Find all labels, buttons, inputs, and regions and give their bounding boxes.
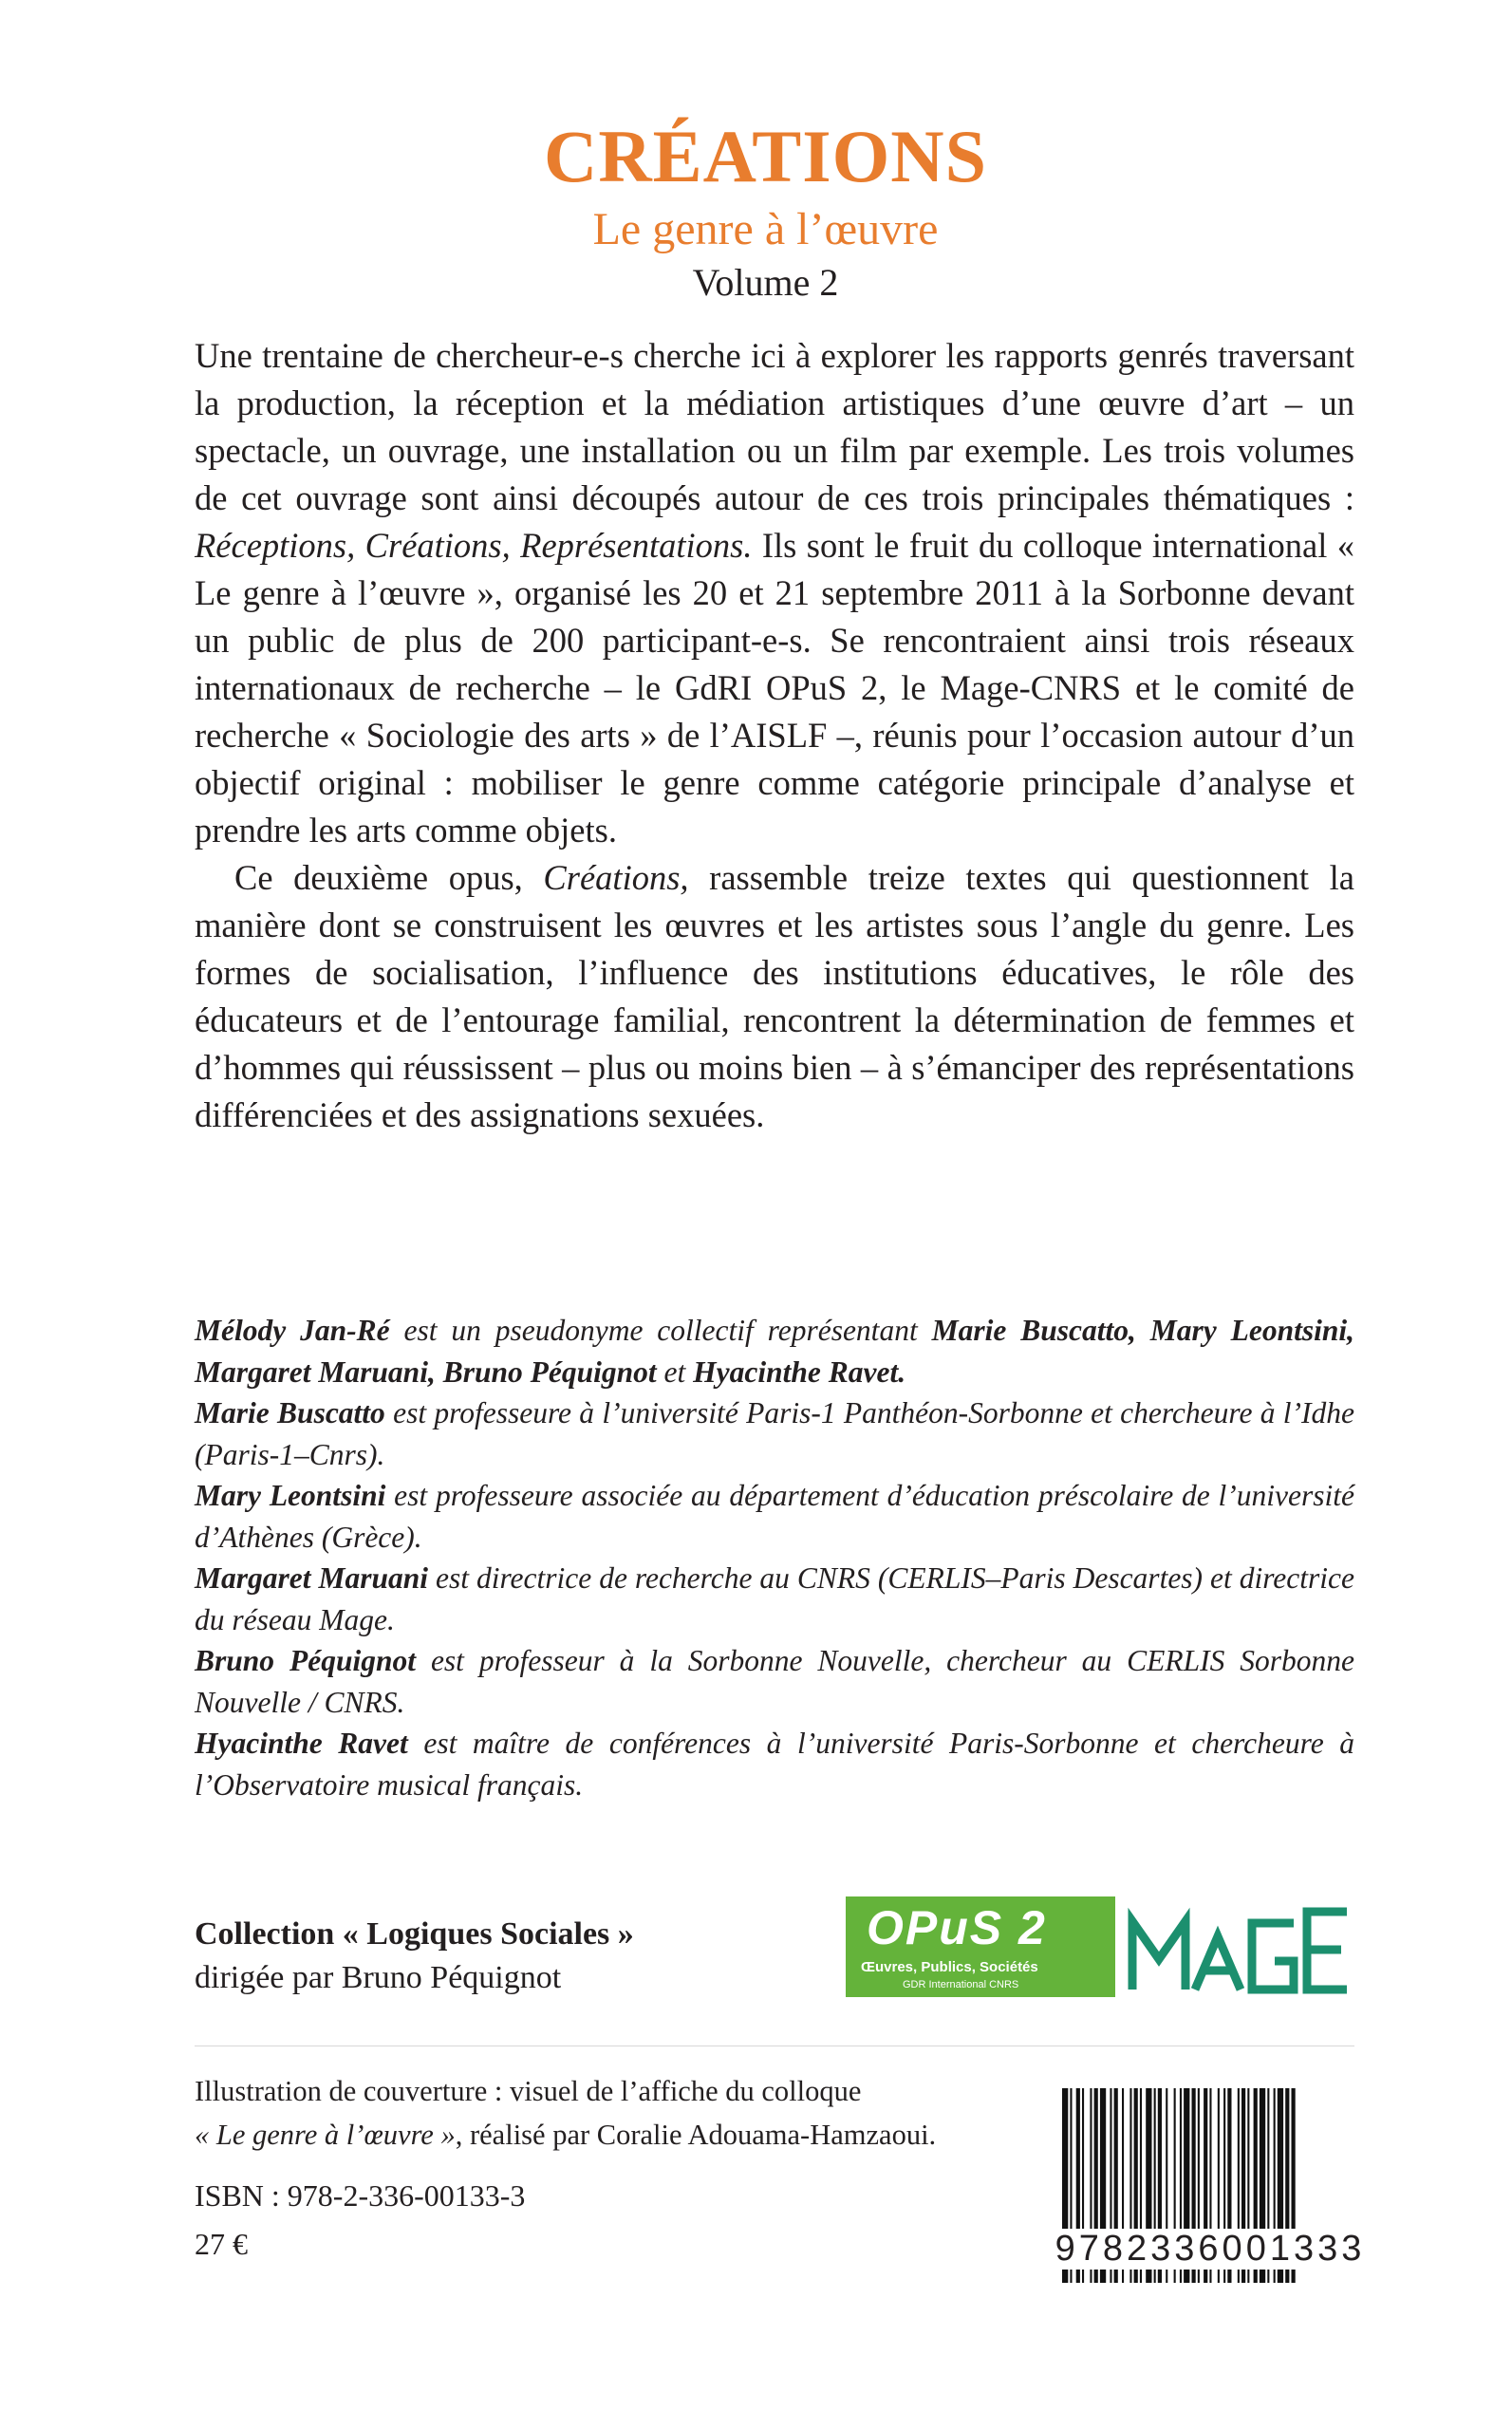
cover-credits bbox=[195, 2069, 1049, 2157]
header bbox=[0, 112, 1512, 308]
volume-label: Volume 2 bbox=[692, 260, 839, 304]
blurb-paragraph-2: Ce deuxième opus, Créations, rassemble treize textes qui questionnent la manière dont se construisent les œuvres et les artistes sous l’angle du genre. Les formes de socialisation, l’influence des institutions éducatives, le rôle des éducateurs et de l’entourage familial, rencontrent la détermination de femmes et d’hommes qui réussissent – plus ou moins bien – à s’émanciper des représentations différenciées et des assignations sexuées. bbox=[195, 858, 1354, 1134]
mage-logo bbox=[1127, 1902, 1354, 1997]
opus-logo-caption: GDR International CNRS bbox=[903, 1979, 1019, 1990]
credit-line-1: Illustration de couverture : visuel de l’affiche du colloque bbox=[195, 2075, 862, 2107]
bio-item: Mary Leontsini est professeure associée au département d’éducation préscolaire de l’université d’Athènes (Grèce). bbox=[195, 1479, 1355, 1554]
blurb bbox=[195, 332, 1354, 1139]
credit-line-2: « Le genre à l’œuvre », réalisé par Coralie Adouama-Hamzaoui. bbox=[195, 2119, 937, 2151]
isbn: ISBN : 978-2-336-00133-3 bbox=[195, 2178, 526, 2213]
author-bios bbox=[195, 1310, 1354, 1805]
bio-item: Marie Buscatto est professeure à l’université Paris-1 Panthéon-Sorbonne et chercheure à l’Idhe (Paris-1–Cnrs). bbox=[195, 1396, 1354, 1471]
bio-item: Bruno Péquignot est professeur à la Sorbonne Nouvelle, chercheur au CERLIS Sorbonne Nouvelle / CNRS. bbox=[195, 1644, 1354, 1719]
book-subtitle: Le genre à l’œuvre bbox=[592, 203, 939, 254]
collection-info bbox=[195, 1913, 634, 2000]
collection-name: Collection « Logiques Sociales » bbox=[195, 1916, 634, 1952]
opus-logo-title: OPuS 2 bbox=[867, 1901, 1047, 1954]
opus-logo-subtitle: Œuvres, Publics, Sociétés bbox=[861, 1959, 1038, 1975]
barcode-number: 9782336001333 bbox=[1055, 2229, 1366, 2269]
opus-logo bbox=[846, 1896, 1115, 1997]
book-title: CRÉATIONS bbox=[544, 115, 987, 197]
blurb-paragraph-1: Une trentaine de chercheur-e-s cherche ici à explorer les rapports genrés traversant la production, la réception et la médiation artistiques d’une œuvre d’art – un spectacle, un ouvrage, une installation ou un film par exemple. Les trois volumes de cet ouvrage sont ainsi découpés autour de ces trois principales thématiques : Réceptions, Créations, Représentations. Ils sont le fruit du colloque international « Le genre à l’œuvre », organisé les 20 et 21 septembre 2011 à la Sorbonne devant un public de plus de 200 participant-e-s. Se rencontraient ainsi trois réseaux internationaux de recherche – le GdRI OPuS 2, le Mage-CNRS et le comité de recherche « Sociologie des arts » de l’AISLF –, réunis pour l’occasion autour d’un objectif original : mobiliser le genre comme catégorie principale d’analyse et prendre les arts comme objets. bbox=[195, 336, 1355, 850]
bio-collective: Mélody Jan-Ré est un pseudonyme collectif représentant Marie Buscatto, Mary Leontsini, Margaret Maruani, Bruno Péquignot et Hyacinthe Ravet. bbox=[195, 1314, 1355, 1389]
bio-item: Hyacinthe Ravet est maître de conférences à l’université Paris-Sorbonne et chercheure à l’Observatoire musical français. bbox=[195, 1727, 1354, 1802]
price: 27 € bbox=[195, 2227, 248, 2261]
partner-logos bbox=[846, 1896, 1358, 2001]
collection-director: dirigée par Bruno Péquignot bbox=[195, 1960, 562, 1995]
bio-item: Margaret Maruani est directrice de recherche au CNRS (CERLIS–Paris Descartes) et directrice du réseau Mage. bbox=[195, 1561, 1354, 1636]
